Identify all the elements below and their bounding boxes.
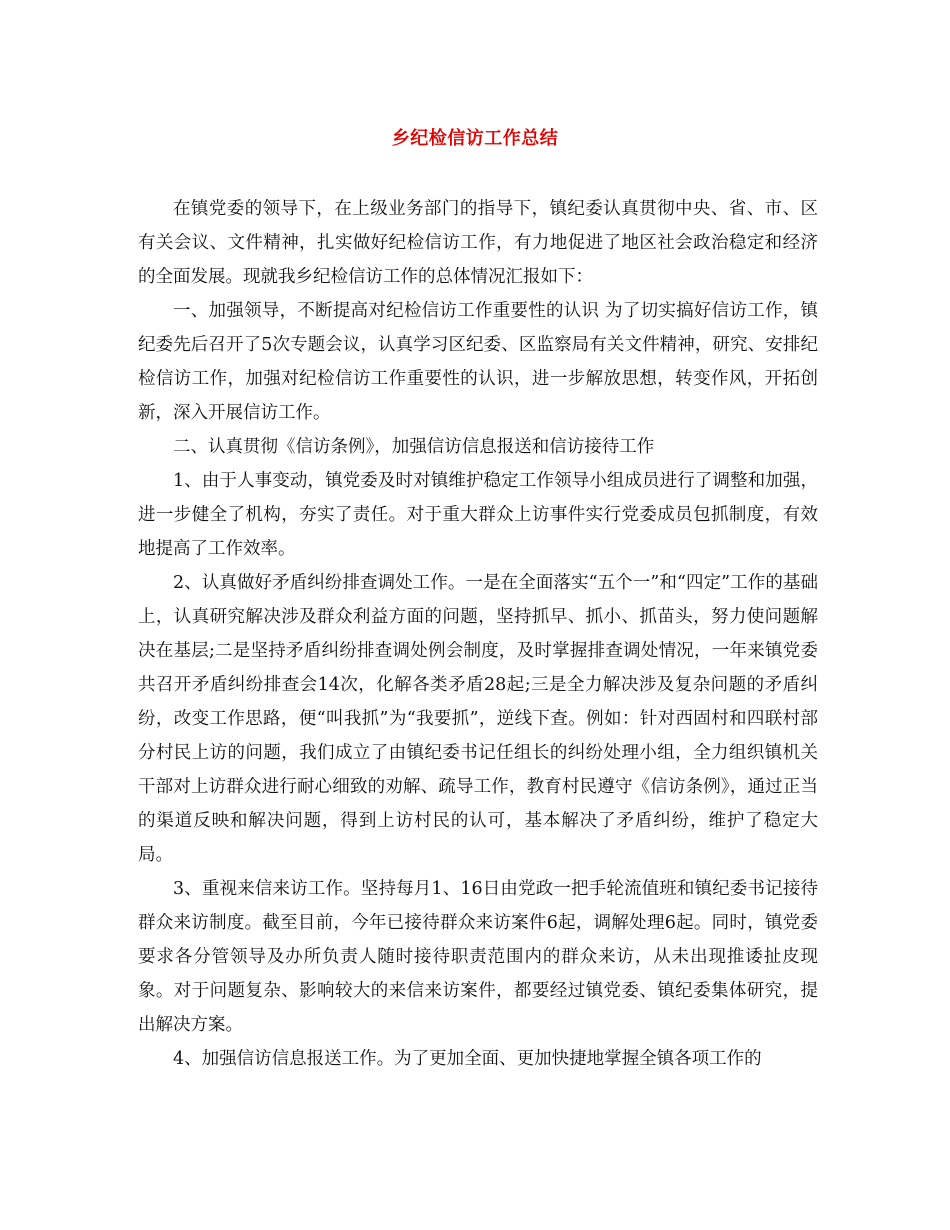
paragraph-section-2-heading: 二、认真贯彻《信访条例》，加强信访信息报送和信访接待工作 xyxy=(173,437,655,457)
document-title: 乡纪检信访工作总结 xyxy=(391,128,559,149)
paragraph-item-1: 1、由于人事变动，镇党委及时对镇维护稳定工作领导小组成员进行了调整和加强，进一步健全了机构，夯实了责任。对于重大群众上访事件实行党委成员包抓制度，有效地提高了工作效率。 xyxy=(138,471,818,559)
document-body xyxy=(138,192,818,1076)
paragraph-item-2: 2、认真做好矛盾纠纷排查调处工作。一是在全面落实“五个一”和“四定”工作的基础上，认真研究解决涉及群众利益方面的问题，坚持抓早、抓小、抓苗头，努力使问题解决在基层;二是坚持矛盾纠纷排查调处例会制度，及时掌握排查调处情况，一年来镇党委共召开矛盾纠纷排查会14次，化解各类矛盾28起;三是全力解决涉及复杂问题的矛盾纠纷，改变工作思路，便“叫我抓”为“我要抓”，逆线下查。例如：针对西固村和四联村部分村民上访的问题，我们成立了由镇纪委书记任组长的纠纷处理小组，全力组织镇机关干部对上访群众进行耐心细致的劝解、疏导工作，教育村民遵守《信访条例》，通过正当的渠道反映和解决问题，得到上访村民的认可，基本解决了矛盾纠纷，维护了稳定大局。 xyxy=(138,573,818,865)
paragraph-intro: 在镇党委的领导下，在上级业务部门的指导下，镇纪委认真贯彻中央、省、市、区有关会议、文件精神，扎实做好纪检信访工作，有力地促进了地区社会政治稳定和经济的全面发展。现就我乡纪检信访工作的总体情况汇报如下： xyxy=(138,199,818,287)
paragraph-item-3: 3、重视来信来访工作。坚持每月1、16日由党政一把手轮流值班和镇纪委书记接待群众来访制度。截至目前，今年已接待群众来访案件6起，调解处理6起。同时，镇党委要求各分管领导及办所负责人随时接待职责范围内的群众来访，从未出现推诿扯皮现象。对于问题复杂、影响较大的来信来访案件，都要经过镇党委、镇纪委集体研究，提出解决方案。 xyxy=(138,879,818,1035)
paragraph-section-1: 一、加强领导，不断提高对纪检信访工作重要性的认识 为了切实搞好信访工作，镇纪委先后召开了5次专题会议，认真学习区纪委、区监察局有关文件精神，研究、安排纪检信访工作，加强对纪检信访工作重要性的认识，进一步解放思想，转变作风，开拓创新，深入开展信访工作。 xyxy=(138,301,818,423)
paragraph-item-4: 4、加强信访信息报送工作。为了更加全面、更加快捷地掌握全镇各项工作的 xyxy=(173,1049,762,1069)
